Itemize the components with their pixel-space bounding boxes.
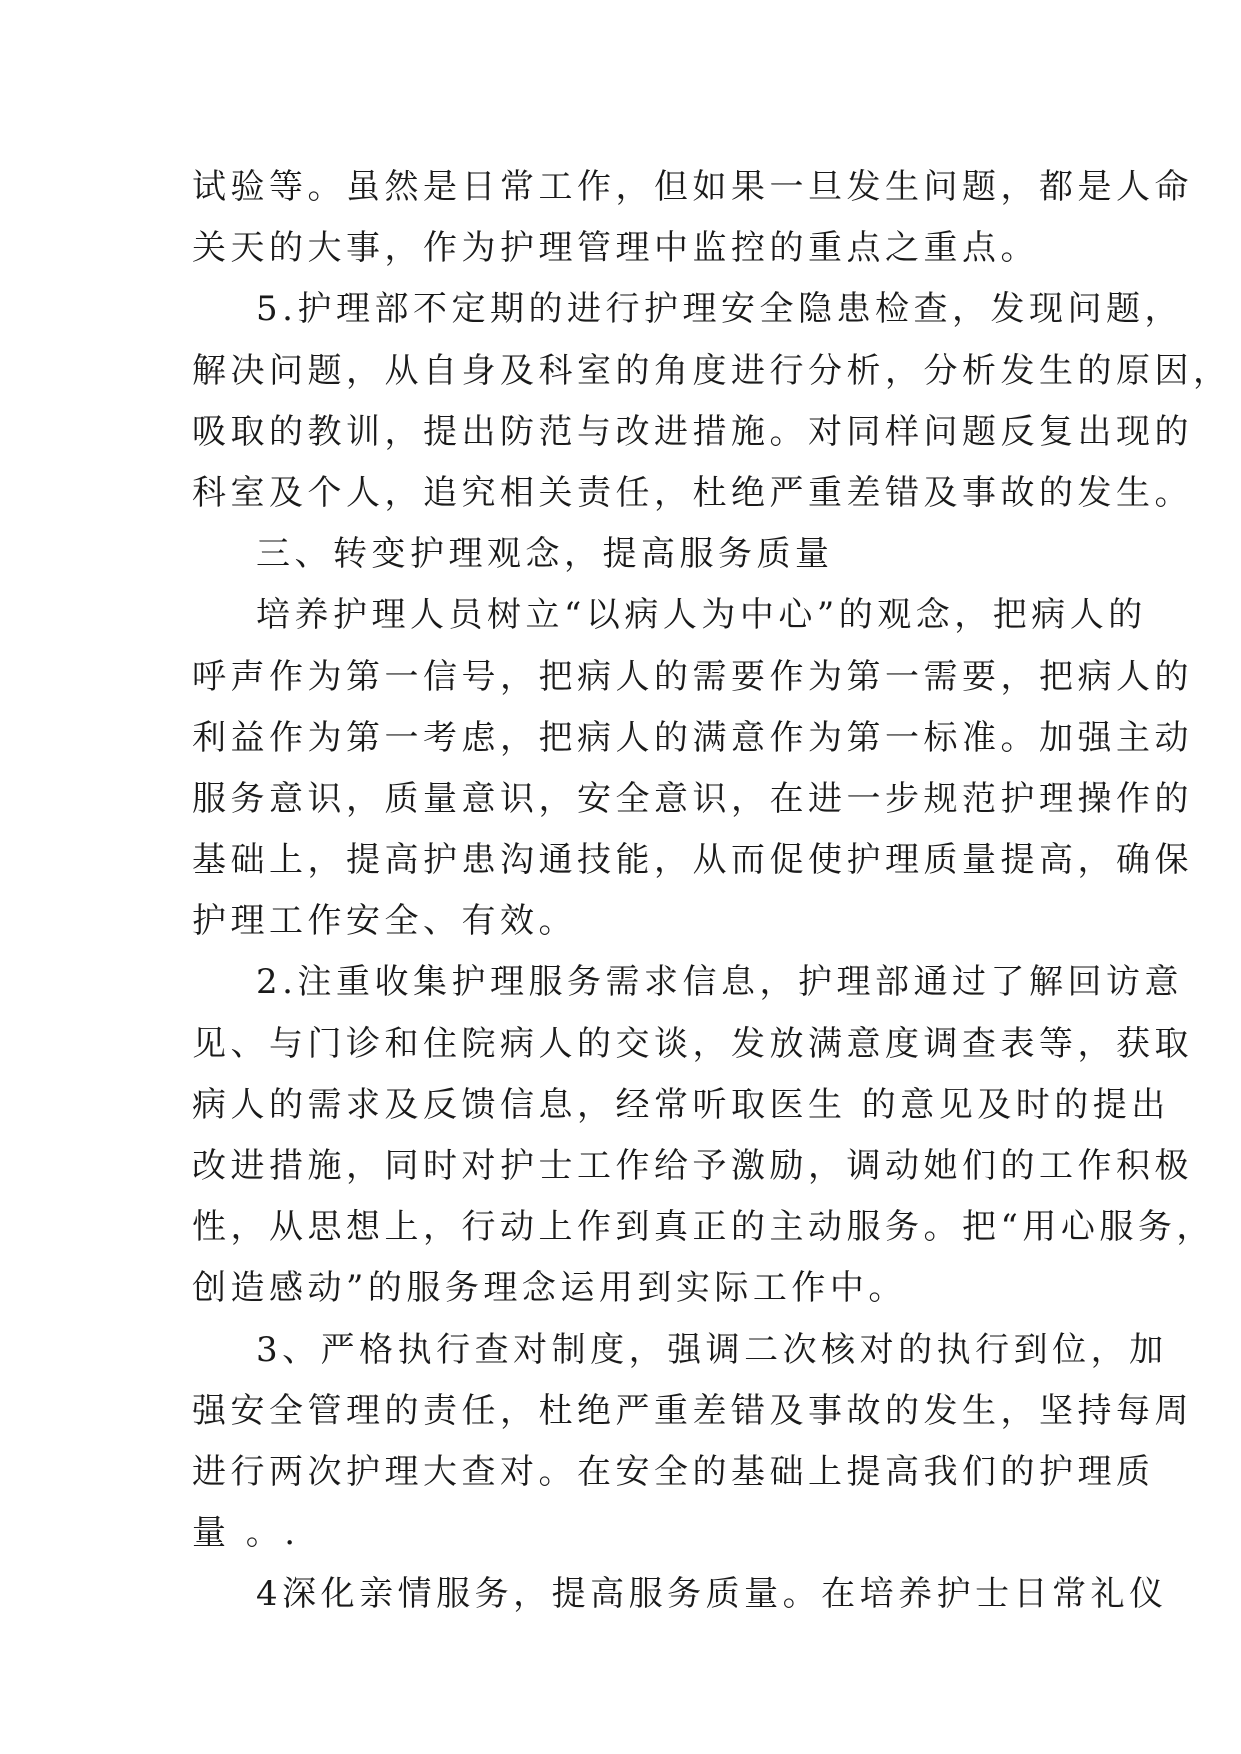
- text-line: 进行两次护理大查对。在安全的基础上提高我们的护理质: [192, 1451, 1155, 1492]
- text-line: 护理工作安全、有效。: [192, 901, 577, 942]
- text-line: 5.护理部不定期的进行护理安全隐患检查，发现问题，: [256, 289, 1183, 330]
- text-line: 见、与门诊和住院病人的交谈，发放满意度调查表等，获取: [192, 1023, 1193, 1064]
- text-line: 3、严格执行查对制度，强调二次核对的执行到位，加: [256, 1329, 1168, 1370]
- document-body: [192, 157, 1232, 1626]
- text-line: 创造感动”的服务理念运用到实际工作中。: [192, 1268, 907, 1309]
- text-line: 性，从思想上，行动上作到真正的主动服务。把“用心服务，: [192, 1207, 1215, 1248]
- text-line: 病人的需求及反馈信息，经常听取医生 的意见及时的提出: [192, 1084, 1170, 1125]
- text-line: 4深化亲情服务，提高服务质量。在培养护士日常礼仪: [256, 1574, 1168, 1615]
- text-line: 吸取的教训，提出防范与改进措施。对同样问题反复出现的: [192, 411, 1193, 452]
- text-line: 量 。.: [192, 1513, 300, 1554]
- text-line: 培养护理人员树立“以病人为中心”的观念，把病人的: [256, 595, 1147, 636]
- text-line: 解决问题，从自身及科室的角度进行分析，分析发生的原因，: [192, 350, 1232, 391]
- text-line: 改进措施，同时对护士工作给予激励，调动她们的工作积极: [192, 1146, 1193, 1186]
- text-line: 关天的大事，作为护理管理中监控的重点之重点。: [192, 228, 1039, 269]
- text-line: 科室及个人，追究相关责任，杜绝严重差错及事故的发生。: [192, 472, 1193, 513]
- text-line: 试验等。虽然是日常工作，但如果一旦发生问题，都是人命: [192, 167, 1193, 207]
- section-heading: 三、转变护理观念，提高服务质量: [256, 534, 834, 575]
- text-line: 强安全管理的责任，杜绝严重差错及事故的发生，坚持每周: [192, 1390, 1193, 1431]
- text-line: 基础上，提高护患沟通技能，从而促使护理质量提高，确保: [192, 840, 1193, 881]
- text-line: 呼声作为第一信号，把病人的需要作为第一需要，把病人的: [192, 656, 1193, 697]
- text-line: 2.注重收集护理服务需求信息，护理部通过了解回访意: [256, 962, 1183, 1003]
- text-line: 服务意识，质量意识，安全意识，在进一步规范护理操作的: [192, 778, 1193, 819]
- text-line: 利益作为第一考虑，把病人的满意作为第一标准。加强主动: [192, 717, 1193, 758]
